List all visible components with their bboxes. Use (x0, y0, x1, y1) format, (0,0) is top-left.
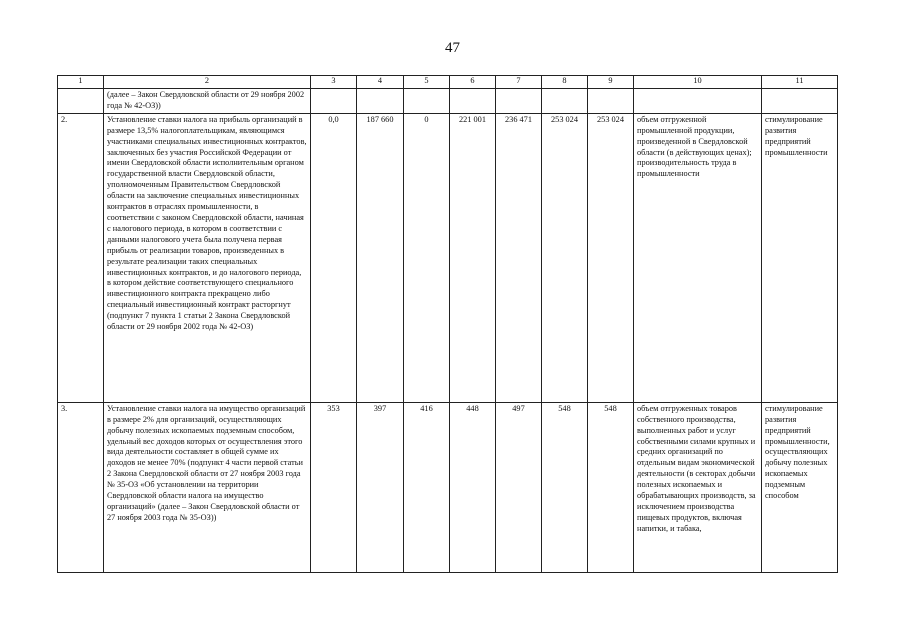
column-header: 7 (496, 76, 542, 89)
column-header: 11 (762, 76, 838, 89)
value-cell: 0,0 (311, 113, 357, 402)
indicator-cell: объем отгруженных товаров собственного производства, выполненных работ и услуг собственными силами крупных и средних организаций по отдельным видам экономической деятельности (в секторах добычи полезных ископаемых и обрабатывающих производств, за исключением производства пищевых продуктов, включая напитки, и табака, (634, 402, 762, 572)
column-header: 4 (357, 76, 404, 89)
value-cell (588, 89, 634, 114)
table-row (58, 402, 838, 572)
value-cell: 353 (311, 402, 357, 572)
indicator-cell: объем отгруженной промышленной продукции, произведенной в Свердловской области (в действующих ценах); производительность труда в промышленности (634, 113, 762, 402)
indicator-cell (634, 89, 762, 114)
value-cell: 397 (357, 402, 404, 572)
value-cell (357, 89, 404, 114)
measure-description: (далее – Закон Свердловской области от 29 ноября 2002 года № 42-ОЗ)) (104, 89, 311, 114)
goal-cell: стимулирование развития предприятий промышленности (762, 113, 838, 402)
row-number: 2. (58, 113, 104, 402)
page-number: 47 (445, 40, 460, 56)
column-header: 5 (404, 76, 450, 89)
row-number (58, 89, 104, 114)
column-header: 8 (542, 76, 588, 89)
value-cell: 548 (588, 402, 634, 572)
value-cell: 221 001 (450, 113, 496, 402)
value-cell: 548 (542, 402, 588, 572)
value-cell (450, 89, 496, 114)
column-header: 6 (450, 76, 496, 89)
table-row (58, 113, 838, 402)
column-header: 3 (311, 76, 357, 89)
goal-cell: стимулирование развития предприятий промышленности, осуществляющих добычу полезных ископаемых подземным способом (762, 402, 838, 572)
value-cell: 236 471 (496, 113, 542, 402)
value-cell: 253 024 (588, 113, 634, 402)
indicator-table (57, 75, 838, 573)
column-header: 10 (634, 76, 762, 89)
column-header: 9 (588, 76, 634, 89)
value-cell: 253 024 (542, 113, 588, 402)
table-row (58, 89, 838, 114)
value-cell: 497 (496, 402, 542, 572)
value-cell (496, 89, 542, 114)
value-cell (311, 89, 357, 114)
value-cell: 416 (404, 402, 450, 572)
value-cell: 448 (450, 402, 496, 572)
row-number: 3. (58, 402, 104, 572)
goal-cell (762, 89, 838, 114)
measure-description: Установление ставки налога на имущество организаций в размере 2% для организаций, осуществляющих добычу полезных ископаемых подземным способом, удельный вес доходов которых от осуществления этого вида деятельности составляет в общей сумме их доходов не менее 70% (подпункт 4 части первой статьи 2 Закона Свердловской области от 27 ноября 2003 года № 35-ОЗ «Об установлении на территории Свердловской области налога на имущество организаций» (далее – Закон Свердловской области от 27 ноября 2003 года № 35-ОЗ)) (104, 402, 311, 572)
value-cell (404, 89, 450, 114)
column-header: 1 (58, 76, 104, 89)
value-cell: 0 (404, 113, 450, 402)
value-cell: 187 660 (357, 113, 404, 402)
value-cell (542, 89, 588, 114)
measure-description: Установление ставки налога на прибыль организаций в размере 13,5% налогоплательщикам, являющимся участниками специальных инвестиционных контрактов, заключенных без участия Российской Федерации от имени Свердловской области исполнительным органом государственной власти Свердловской области, уполномоченным Правительством Свердловской области на заключение специальных инвестиционных контрактов в отраслях промышленности, в соответствии с законом Свердловской области, начиная с налогового периода, в котором в соответствии с данными налогового учета была получена первая прибыль от реализации товаров, произведенных в результате реализации таких специальных инвестиционных контрактов, и до налогового периода, в котором действие соответствующего специального инвестиционного контракта прекращено либо специальный инвестиционный контракт расторгнут (подпункт 7 пункта 1 статьи 2 Закона Свердловской области от 29 ноября 2002 года № 42-ОЗ) (104, 113, 311, 402)
column-header: 2 (104, 76, 311, 89)
table-header-row (58, 76, 838, 89)
